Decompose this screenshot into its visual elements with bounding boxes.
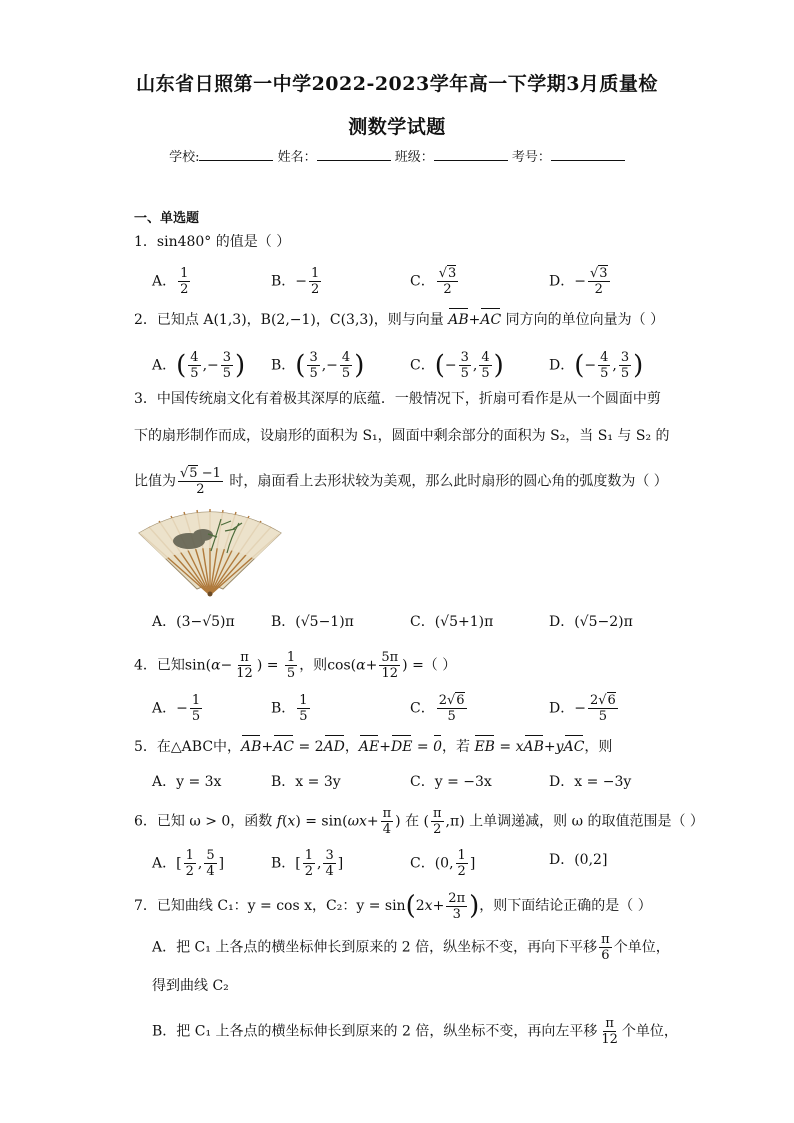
q1-stem: 1．sin480° 的值是（ ）: [134, 234, 291, 250]
q7-option-a-line1[interactable]: A．把 C₁ 上各点的横坐标伸长到原来的 2 倍，纵坐标不变，再向下平移 $\frac{\pi}{6}$ 个单位，: [152, 932, 670, 963]
q2-option-b[interactable]: B．( $\frac{3}{5}$ ,− $\frac{4}{5}$ ): [271, 350, 365, 381]
q3-option-d[interactable]: D．(√5−2)π: [549, 614, 633, 630]
q3-option-b[interactable]: B．(√5−1)π: [271, 614, 354, 630]
q3-option-a[interactable]: A．(3−√5)π: [152, 614, 235, 630]
q4-option-c[interactable]: C． $\frac{2√6}{5}$: [410, 693, 465, 724]
exam-title-line2: 测数学试题: [348, 116, 446, 138]
class-label: 班级：: [394, 150, 434, 165]
q1-option-b[interactable]: B．− $\frac{1}{2}$: [271, 266, 320, 297]
q3-option-c[interactable]: C．(√5+1)π: [410, 614, 494, 630]
q1-option-c[interactable]: C． $\frac{√3}{2}$: [410, 266, 457, 297]
q5-option-c[interactable]: C．y = −3x: [410, 774, 492, 790]
folding-fan-image: [137, 503, 283, 597]
school-blank[interactable]: [199, 148, 273, 161]
q1-option-a[interactable]: A． $\frac{1}{2}$: [152, 266, 189, 297]
q4-option-d[interactable]: D．− $\frac{2√6}{5}$: [549, 693, 616, 724]
q4-option-b[interactable]: B． $\frac{1}{5}$: [271, 693, 308, 724]
q1-option-d[interactable]: D．− $\frac{√3}{2}$: [549, 266, 608, 297]
q4-stem: 4．已知sin(α− $\frac{\pi}{12}$ ) = $\frac{1}{5}$ ，则cos(α+ $\frac{5\pi}{12}$ ) =（ ）: [134, 650, 457, 681]
number-blank[interactable]: [551, 148, 625, 161]
q5-option-d[interactable]: D．x = −3y: [549, 774, 632, 790]
number-label: 考号：: [511, 150, 551, 165]
q7-option-a-line2[interactable]: 得到曲线 C₂: [152, 978, 229, 994]
q4-option-a[interactable]: A．− $\frac{1}{5}$: [152, 693, 201, 724]
q2-option-d[interactable]: D．(− $\frac{4}{5}$ , $\frac{3}{5}$ ): [549, 350, 644, 381]
q6-option-a[interactable]: A．[ $\frac{1}{2}$ , $\frac{5}{4}$ ]: [152, 848, 225, 879]
name-label: 姓名：: [277, 150, 317, 165]
q5-stem: 5．在△ABC中，AB+AC = 2AD，AE+DE = 0，若 EB = xAB+yAC，则: [134, 739, 613, 755]
q2-option-c[interactable]: C．(− $\frac{3}{5}$ , $\frac{4}{5}$ ): [410, 350, 504, 381]
q5-option-b[interactable]: B．x = 3y: [271, 774, 341, 790]
section-heading: 一、单选题: [134, 211, 200, 226]
q6-option-b[interactable]: B．[ $\frac{1}{2}$ , $\frac{3}{4}$ ]: [271, 848, 344, 879]
q2-option-a[interactable]: A．( $\frac{4}{5}$ ,− $\frac{3}{5}$ ): [152, 350, 246, 381]
q3-stem-line1: 3．中国传统扇文化有着极其深厚的底蕴．一般情况下，折扇可看作是从一个圆面中剪: [134, 391, 661, 407]
name-blank[interactable]: [317, 148, 391, 161]
q3-stem-line2: 下的扇形制作而成，设扇形的面积为 S₁，圆面中剩余部分的面积为 S₂，当 S₁ 与 S₂ 的: [134, 428, 670, 444]
class-blank[interactable]: [434, 148, 508, 161]
q2-stem: 2．已知点 A(1,3)，B(2,−1)，C(3,3)，则与向量 AB+AC 同方向的单位向量为（ ）: [134, 312, 665, 328]
q6-option-c[interactable]: C．(0, $\frac{1}{2}$ ]: [410, 848, 476, 879]
q7-option-b-line1[interactable]: B．把 C₁ 上各点的横坐标伸长到原来的 2 倍，纵坐标不变，再向左平移 $\frac{\pi}{12}$ 个单位，: [152, 1016, 678, 1047]
q7-stem: 7．已知曲线 C₁：y = cos x，C₂：y = sin(2x+ $\frac{2\pi}{3}$ )，则下面结论正确的是（ ）: [134, 890, 652, 922]
q6-option-d[interactable]: D．(0,2]: [549, 852, 608, 868]
q6-stem: 6．已知 ω > 0，函数 f(x) = sin(ωx+ $\frac{\pi}{4}$ ) 在 ( $\frac{\pi}{2}$ ,π) 上单调递减，则 ω 的取值范围是（ ）: [134, 806, 704, 837]
q5-option-a[interactable]: A．y = 3x: [152, 774, 222, 790]
student-info-row: [0, 146, 794, 165]
q3-stem-line3: 比值为 $\frac{√5 -1}{2}$ 时，扇面看上去形状较为美观，那么此时扇形的圆心角的弧度数为（ ）: [134, 466, 668, 497]
exam-title-line1: 山东省日照第一中学2022-2023学年高一下学期3月质量检: [136, 73, 658, 95]
school-label: 学校:: [169, 150, 200, 165]
